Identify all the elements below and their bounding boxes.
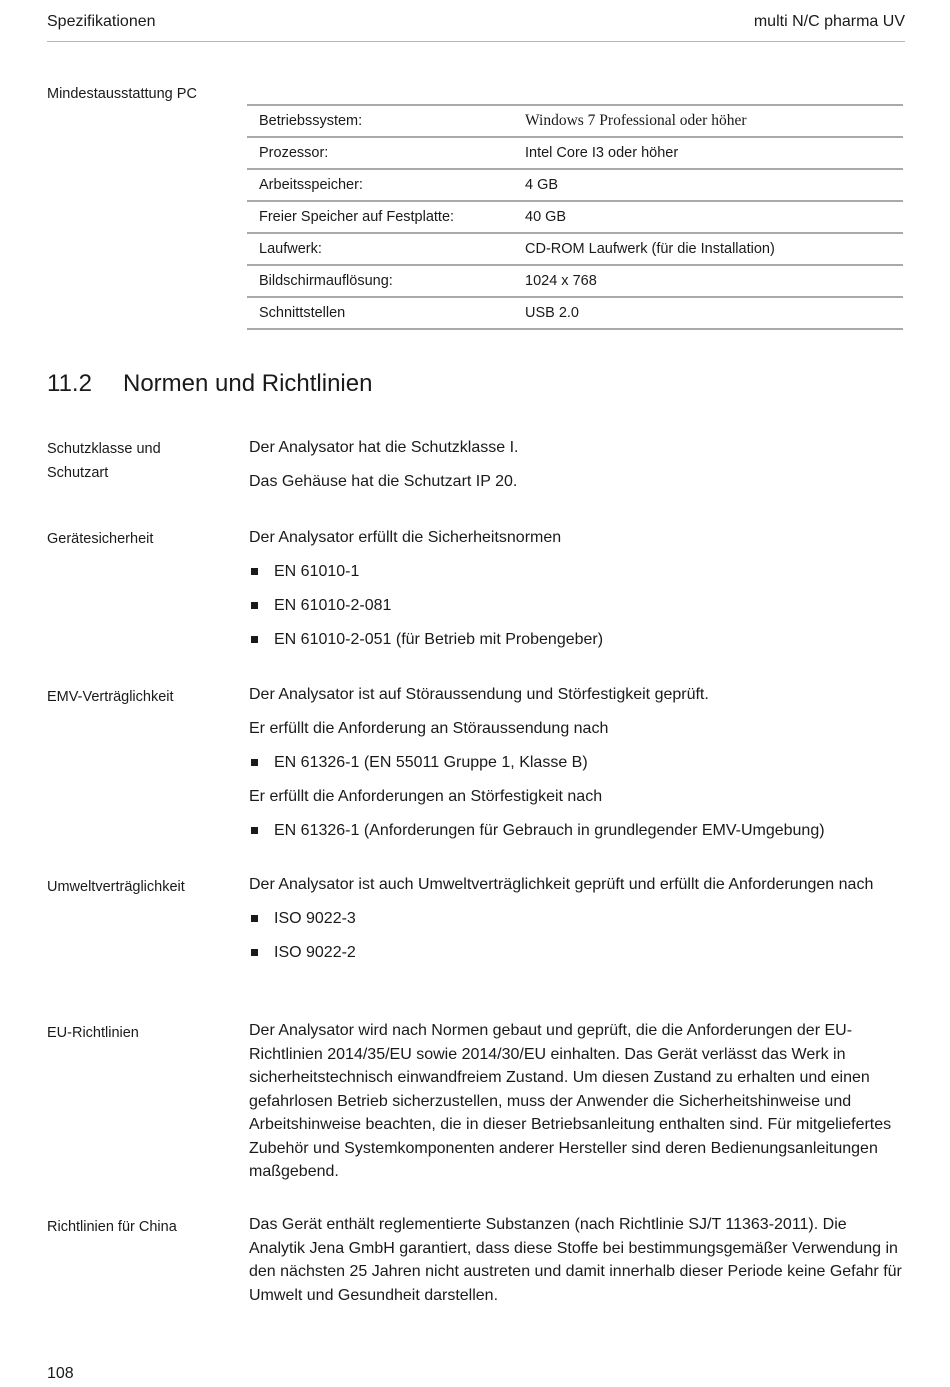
page-header <box>47 0 905 42</box>
spec-key: Bildschirmauflösung: <box>247 265 513 297</box>
list-item: EN 61326-1 (EN 55011 Gruppe 1, Klasse B) <box>249 751 904 775</box>
schutzklasse-label-line2: Schutzart <box>47 465 109 481</box>
list-item: EN 61010-2-051 (für Betrieb mit Probengeber) <box>249 628 904 652</box>
emv-label: EMV-Verträglichkeit <box>47 689 174 705</box>
spec-key: Prozessor: <box>247 137 513 169</box>
spec-key: Betriebssystem: <box>247 105 513 137</box>
header-chapter: Spezifikationen <box>47 12 156 30</box>
paragraph: Der Analysator erfüllt die Sicherheitsnormen <box>249 529 562 546</box>
list-item: EN 61010-1 <box>249 560 904 584</box>
list-item: EN 61326-1 (Anforderungen für Gebrauch in grundlegender EMV-Umgebung) <box>249 819 904 843</box>
pc-requirements-label: Mindestausstattung PC <box>47 86 197 102</box>
eu-label: EU-Richtlinien <box>47 1025 139 1041</box>
paragraph: Er erfüllt die Anforderungen an Störfestigkeit nach <box>249 788 603 805</box>
standards-list <box>249 560 904 652</box>
emv-content <box>249 683 904 853</box>
spec-value: USB 2.0 <box>513 297 903 329</box>
paragraph: Der Analysator wird nach Normen gebaut und geprüft, die die Anforderungen der EU-Richtlinien 2014/35/EU sowie 2014/30/EU einhalten. Das Gerät verlässt das Werk in sicherheitstechnisch einwandfreiem Zustand. Um diesen Zustand zu erhalten und einen gefahrlosen Betrieb sicherzustellen, muss der Anwender die Sicherheitshinweise und Arbeitshinweise beachten, die in dieser Betriebsanleitung enthalten sind. Für mitgeliefertes Zubehör und Systemkomponenten anderer Hersteller sind deren Bedienungsanleitungen maßgebend. <box>249 1022 892 1180</box>
page-number: 108 <box>47 1365 74 1382</box>
list-item: EN 61010-2-081 <box>249 594 904 618</box>
schutzklasse-content <box>249 436 904 504</box>
schutzklasse-label-line1: Schutzklasse und <box>47 441 161 457</box>
header-product: multi N/C pharma UV <box>753 12 905 30</box>
schutzklasse-label <box>47 437 227 485</box>
umwelt-content <box>249 873 904 975</box>
spec-value: 40 GB <box>513 201 903 233</box>
geraetesicherheit-label: Gerätesicherheit <box>47 531 154 547</box>
section-number: 11.2 <box>47 370 92 397</box>
spec-value: 1024 x 768 <box>513 265 903 297</box>
spec-key: Laufwerk: <box>247 233 513 265</box>
paragraph: Der Analysator hat die Schutzklasse I. <box>249 439 519 456</box>
umwelt-label: Umweltverträglichkeit <box>47 879 185 895</box>
table-row <box>247 137 903 169</box>
section-title: Normen und Richtlinien <box>123 370 373 397</box>
spec-value: 4 GB <box>513 169 903 201</box>
spec-value: CD-ROM Laufwerk (für die Installation) <box>513 233 903 265</box>
standards-list <box>249 819 904 843</box>
pc-spec-table <box>247 104 903 330</box>
paragraph: Das Gehäuse hat die Schutzart IP 20. <box>249 473 518 490</box>
paragraph: Das Gerät enthält reglementierte Substanzen (nach Richtlinie SJ/T 11363-2011). Die Analytik Jena GmbH garantiert, dass diese Stoffe bei bestimmungsgemäßer Verwendung in den nächsten 25 Jahren nicht austreten und damit innerhalb dieser Periode keine Gefahr für Umwelt und Gesundheit darstellen. <box>249 1216 902 1304</box>
standards-list <box>249 751 904 775</box>
spec-key: Schnittstellen <box>247 297 513 329</box>
table-row <box>247 105 903 137</box>
paragraph: Er erfüllt die Anforderung an Störaussendung nach <box>249 720 609 737</box>
spec-value: Intel Core I3 oder höher <box>513 137 903 169</box>
spec-key: Arbeitsspeicher: <box>247 169 513 201</box>
table-row <box>247 169 903 201</box>
table-row <box>247 265 903 297</box>
list-item: ISO 9022-2 <box>249 941 904 965</box>
spec-value: Windows 7 Professional oder höher <box>513 105 903 137</box>
standards-list <box>249 907 904 965</box>
section-heading <box>47 370 372 398</box>
table-row <box>247 233 903 265</box>
geraetesicherheit-content <box>249 526 904 662</box>
paragraph: Der Analysator ist auch Umweltverträglichkeit geprüft und erfüllt die Anforderungen nach <box>249 876 874 893</box>
table-row <box>247 297 903 329</box>
spec-key: Freier Speicher auf Festplatte: <box>247 201 513 233</box>
eu-content <box>249 1019 904 1184</box>
table-row <box>247 201 903 233</box>
china-label: Richtlinien für China <box>47 1219 177 1235</box>
list-item: ISO 9022-3 <box>249 907 904 931</box>
paragraph: Der Analysator ist auf Störaussendung und Störfestigkeit geprüft. <box>249 686 709 703</box>
china-content <box>249 1213 904 1307</box>
